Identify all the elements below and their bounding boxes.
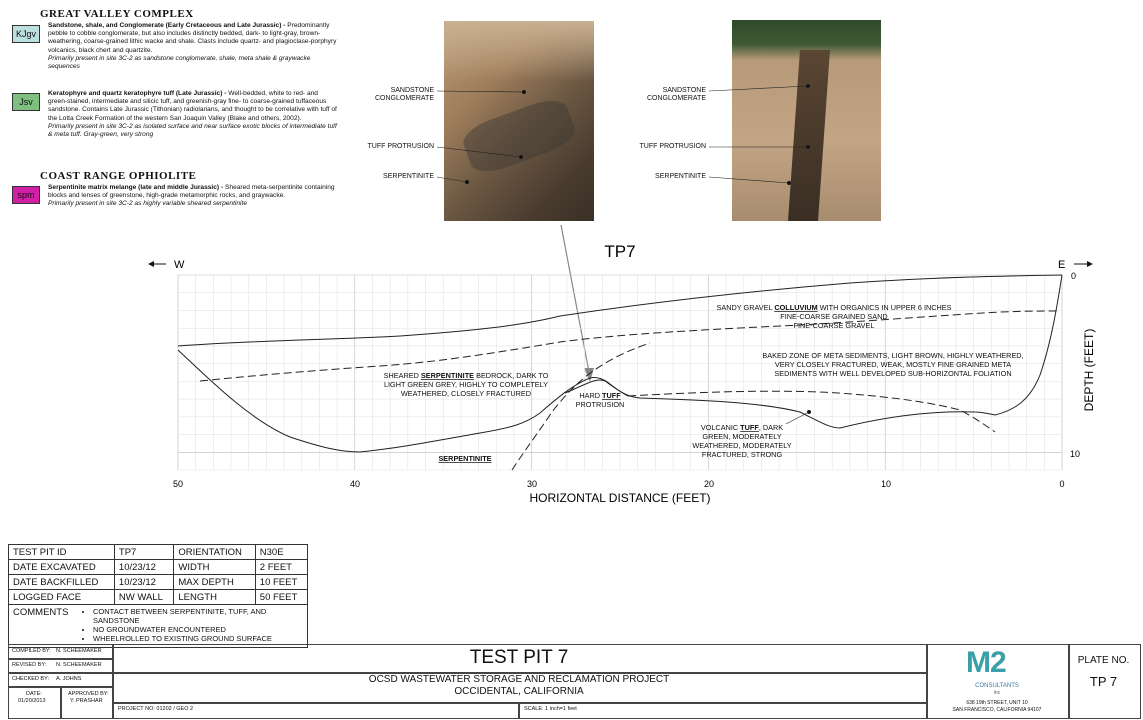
info-cell: MAX DEPTH [174,575,255,590]
project-name: OCSD WASTEWATER STORAGE AND RECLAMATION PROJECT [368,674,670,685]
info-cell: ORIENTATION [174,545,255,560]
colluvium-annotation: SANDY GRAVEL COLLUVIUM WITH ORGANICS IN UPPER 6 INCHES [716,303,952,312]
info-row [9,560,308,575]
colluvium-annotation-2: FINE-COARSE GRAINED SAND [780,312,888,321]
info-cell: 2 FEET [255,560,307,575]
x-tick: 0 [1059,479,1065,489]
company-address-1: 638 19th STREET, UNIT 10 [966,700,1028,706]
info-cell: LOGGED FACE [9,590,115,605]
serpentinite-annotation-2: LIGHT GREEN GREY, HIGHLY TO COMPLETELY [383,380,549,389]
west-arrow-icon [148,261,166,267]
legend-group-great-valley: GREAT VALLEY COMPLEX [40,8,194,20]
project-number: PROJECT NO: 01202 / GEO 2 [118,706,194,712]
date-value: 01/20/2013 [18,698,46,704]
company-inc: inc [993,690,1001,696]
unit-note: Primarily present in site 3C-2 as isolated surface and near surface exotic blocks of intermediate tuff & meta tuff. Gray-green, very strong [48,122,337,139]
info-cell: 10/23/12 [114,575,173,590]
unit-note: Primarily present in site 3C-2 as highly variable sheared serpentinite [48,200,248,208]
approved-by-value: Y. PRASHAR [70,698,103,704]
company-address-2: SAN FRANCISCO, CALIFORNIA 94107 [952,707,1042,713]
photo-label-right-sandstone: SANDSTONE CONGLOMERATE [647,87,706,102]
unit-note: Primarily present in site 3C-2 as sandstone conglomerate, shale, meta shale & graywacke sequences [48,54,311,71]
section-title: TP7 [604,242,636,261]
x-tick: 10 [880,479,892,489]
west-label: W [174,259,185,271]
baked-zone-annotation-2: VERY CLOSELY FRACTURED, WEAK, MOSTLY FINE GRAINED META [774,360,1012,369]
comment-item: • WHEELROLLED TO EXISTING GROUND SURFACE [93,634,303,643]
x-axis-label: HORIZONTAL DISTANCE (FEET) [529,491,711,505]
volcanic-tuff-annotation-4: FRACTURED, STRONG [701,450,783,459]
date-label: DATE: [26,691,42,697]
compiled-by-value: N. SCHEEMAKER [56,648,102,654]
y-tick: 10 [1070,449,1081,459]
company-name: CONSULTANTS [975,683,1019,689]
comment-item: • CONTACT BETWEEN SERPENTINITE, TUFF, AND SANDSTONE [93,607,303,625]
comments-label: COMMENTS [13,607,69,618]
info-cell: LENGTH [174,590,255,605]
unit-title: Sandstone, shale, and Conglomerate (Early Cretaceous and Late Jurassic) - [48,22,288,29]
scale-text: SCALE: 1 inch=1 feet [524,706,577,712]
serpentinite-annotation-1: SHEARED SERPENTINITE BEDROCK, DARK TO [383,371,549,380]
test-pit-info-table [8,544,308,648]
checked-by-label: CHECKED BY: [12,676,49,682]
compiled-by-label: COMPILED BY: [12,648,51,654]
pit-wall-right [995,275,1062,415]
legend-group-coast-range: COAST RANGE OPHIOLITE [40,170,197,182]
unit-body: Predominantly pebble to cobble conglomerate, but also includes distinctly bedded, dark- to light-gray, brown-weathering, coarse-grained lithic wacke and shale. Clasts include quartz- and plagioclase-porphyry volcanics, black chert and quartzite. [48,22,337,54]
company-logo: M2 [966,646,1006,679]
photo-label-left-sandstone: SANDSTONE CONGLOMERATE [375,87,434,102]
comments-cell [9,605,308,648]
checked-by-value: A. JOHNS [56,676,82,682]
info-row [9,545,308,560]
project-location: OCCIDENTAL, CALIFORNIA [454,686,584,697]
baked-zone-annotation-3: SEDIMENTS WITH WELL DEVELOPED SUB-HORIZONTAL FOLIATION [774,369,1012,378]
x-tick: 40 [349,479,361,489]
unit-body: Sheared meta-serpentinite containing blocks and lenses of greenstone, high-grade metamorphic rocks, and graywacke. [48,184,335,200]
y-axis-label: DEPTH (FEET) [1082,328,1096,412]
x-tick: 50 [172,479,184,489]
revised-by-value: N. SCHEEMAKER [56,662,102,668]
info-cell: NW WALL [114,590,173,605]
unit-title: Keratophyre and quartz keratophyre tuff (Late Jurassic) - [48,90,229,97]
serpentinite-bottom-label: SERPENTINITE [438,454,492,463]
hard-tuff-annotation-1: HARD TUFF [579,391,621,400]
colluvium-annotation-3: FINE-COARSE GRAVEL [793,321,875,330]
unit-box-spm: spm [12,186,40,204]
plate-no-value: TP 7 [1089,674,1118,689]
plate-title: TEST PIT 7 [469,647,569,668]
volcanic-tuff-annotation-1: VOLCANIC TUFF, DARK [700,423,784,432]
unit-box-kjgv: KJgv [12,25,40,43]
y-tick: 0 [1071,271,1077,281]
info-cell: TP7 [114,545,173,560]
unit-body: Well-bedded, white to red- and green-stained, intermediate and silicic tuff, and greenish-gray fine- to coarse-grained tuffaceous sandstone. Contains Late Jurassic (Tithonian) radiolarians, and thought to be correlative with tuff of the Lotta Creek Formation of the western San Joaquin Valley (Blake and others, 2002). [48,90,337,122]
info-cell: WIDTH [174,560,255,575]
info-cell: DATE BACKFILLED [9,575,115,590]
info-row [9,575,308,590]
unit-box-jsv: Jsv [12,93,40,111]
photo-label-right-serpentinite: SERPENTINITE [655,173,706,180]
hard-tuff-annotation-2: PROTRUSION [575,400,625,409]
photo-label-left-tuff: TUFF PROTRUSION [367,143,434,150]
unit-title: Serpentinite matrix melange (late and middle Jurassic) - [48,184,225,191]
info-cell: 10/23/12 [114,560,173,575]
info-cell: DATE EXCAVATED [9,560,115,575]
x-tick: 20 [703,479,715,489]
x-tick: 30 [526,479,538,489]
baked-zone-annotation-1: BAKED ZONE OF META SEDIMENTS, LIGHT BROWN, HIGHLY WEATHERED, [762,351,1024,360]
plate-no-label: PLATE NO. [1077,655,1130,666]
photo-label-left-serpentinite: SERPENTINITE [383,173,434,180]
volcanic-tuff-marker [807,410,811,414]
info-row [9,590,308,605]
east-arrow-icon [1074,261,1093,267]
info-cell: 50 FEET [255,590,307,605]
volcanic-tuff-annotation-3: WEATHERED, MODERATELY [692,441,792,450]
info-cell: 10 FEET [255,575,307,590]
revised-by-label: REVISED BY: [12,662,47,668]
baked-zone-base-line [628,391,995,432]
east-label: E [1058,259,1066,271]
serpentinite-annotation-3: WEATHERED, CLOSELY FRACTURED [400,389,532,398]
comment-item: • NO GROUNDWATER ENCOUNTERED [93,625,303,634]
volcanic-tuff-annotation-2: GREEN, MODERATELY [702,432,782,441]
tb-scale-cell [518,702,928,719]
photo-label-right-tuff: TUFF PROTRUSION [639,143,706,150]
info-cell: N30E [255,545,307,560]
info-cell: TEST PIT ID [9,545,115,560]
approved-by-label: APPROVED BY: [68,691,109,697]
